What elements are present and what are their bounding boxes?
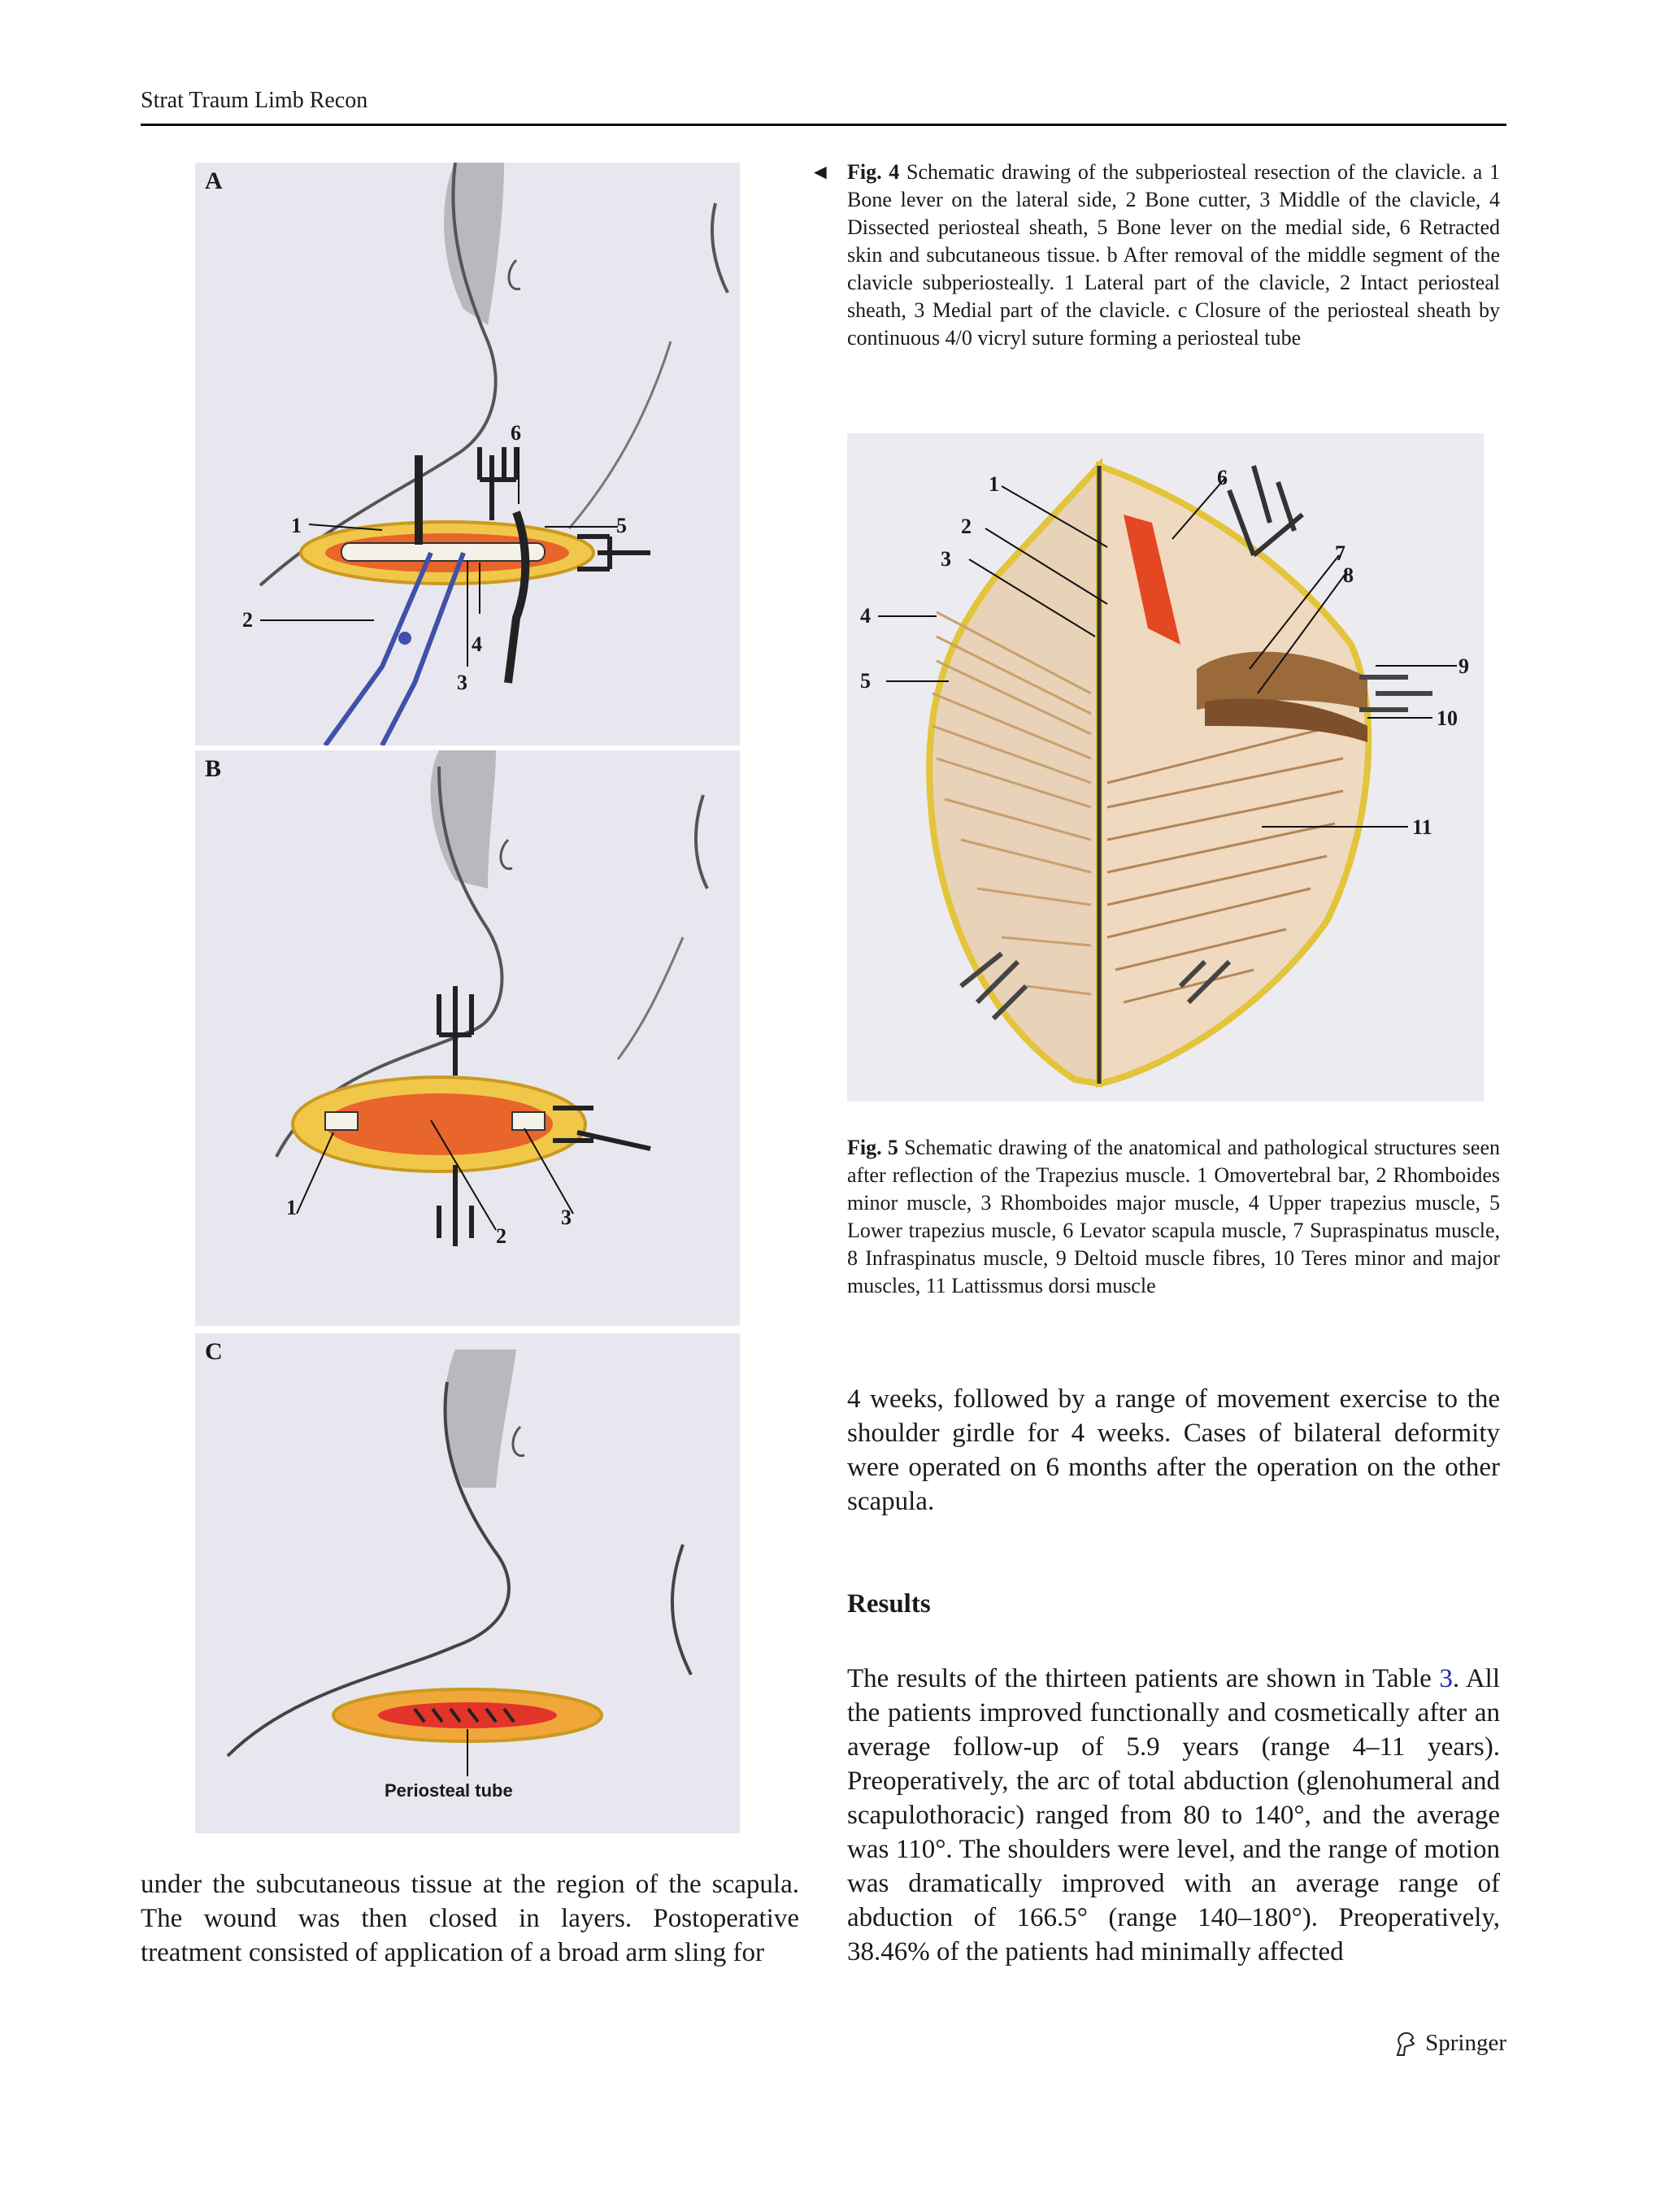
figure4-a-number-4: 4 xyxy=(472,632,482,656)
results-text-post: . All the patients improved functionally and cosmetically after an average follow-up of 5.9 years (range 4–11 years). Preoperatively, the arc of total abduction (glenohumeral and scapulothoracic) ranged from 80 to 140°, and the average was 110°. The shoulders were level, and the range of motion was dramatically improved with an average range of abduction of 166.5° (range 140–180°). Preoperatively, 38.46% of the patients had minimally affected xyxy=(847,1664,1500,1966)
figure5-number-5: 5 xyxy=(860,669,871,693)
results-text-pre: The results of the thirteen patients are shown in Table xyxy=(847,1664,1432,1693)
figure5-label: Fig. 5 xyxy=(847,1136,898,1159)
figure5-number-11: 11 xyxy=(1412,815,1432,839)
springer-horse-icon xyxy=(1393,2031,1417,2057)
periosteal-tube-label: Periosteal tube xyxy=(385,1780,513,1801)
figure4-a-number-6: 6 xyxy=(511,421,521,445)
header-rule xyxy=(141,124,1506,126)
figure4-panel-a xyxy=(195,163,740,745)
figure4-b-drawing xyxy=(195,750,740,1326)
figure5-number-4: 4 xyxy=(860,604,871,628)
results-paragraph xyxy=(847,1662,1500,1969)
figure4-b-number-1: 1 xyxy=(286,1196,297,1219)
figure5-number-2: 2 xyxy=(961,515,972,538)
figure4-b-number-2: 2 xyxy=(496,1224,506,1248)
figure5-caption-text: Schematic drawing of the anatomical and pathological structures seen after reflection of the Trapezius muscle. 1 Omovertebral bar, 2 Rhomboides minor muscle, 3 Rhomboides major muscle, 4 Upper trapezius muscle, 5 Lower trapezius muscle, 6 Levator scapula muscle, 7 Supraspinatus muscle, 8 Infraspinatus muscle, 9 Deltoid muscle fibres, 10 Teres minor and major muscles, 11 Lattissmus dorsi muscle xyxy=(847,1136,1500,1297)
figure-arrow-marker: ◄ xyxy=(810,160,831,184)
figure5-number-6: 6 xyxy=(1217,466,1228,489)
left-column-paragraph: under the subcutaneous tissue at the region of the scapula. The wound was then closed in layers. Postoperative treatment consisted of application of a broad arm sling for xyxy=(141,1870,799,1967)
figure5-number-3: 3 xyxy=(941,547,951,571)
figure4-c-drawing xyxy=(195,1333,740,1833)
figure4-caption xyxy=(810,159,1501,352)
figure5-number-9: 9 xyxy=(1459,654,1469,678)
figure4-a-number-5: 5 xyxy=(616,514,627,537)
publisher-logo xyxy=(1393,2030,1506,2057)
figure4-a-number-3: 3 xyxy=(457,671,467,694)
publisher-name: Springer xyxy=(1425,2030,1506,2056)
panel-label-a: A xyxy=(205,167,223,194)
figure4-panel-b xyxy=(195,750,740,1326)
figure4-label: Fig. 4 xyxy=(847,160,900,184)
results-heading: Results xyxy=(847,1589,931,1619)
figure5-drawing xyxy=(847,433,1484,1102)
right-column-paragraph-1: 4 weeks, followed by a range of movement exercise to the shoulder girdle for 4 weeks. Cases of bilateral deformity were operated on 6 months after the operation on the other scapula. xyxy=(847,1384,1500,1516)
panel-label-b: B xyxy=(205,755,222,782)
figure5-number-10: 10 xyxy=(1437,706,1458,730)
figure4-panel-c xyxy=(195,1333,740,1833)
figure5-image xyxy=(847,433,1484,1102)
figure4-a-drawing xyxy=(195,163,740,745)
figure4-b-number-3: 3 xyxy=(561,1206,572,1229)
figure5-number-7: 7 xyxy=(1335,541,1345,565)
figure4-caption-text: Schematic drawing of the subperiosteal resection of the clavicle. a 1 Bone lever on the lateral side, 2 Bone cutter, 3 Middle of the clavicle, 4 Dissected periosteal sheath, 5 Bone lever on the medial side, 6 Retracted skin and subcutaneous tissue. b After removal of the middle segment of the clavicle subperiosteally. 1 Lateral part of the clavicle, 2 Intact periosteal sheath, 3 Medial part of the clavicle. c Closure of the periosteal sheath by continuous 4/0 vicryl suture forming a periosteal tube xyxy=(847,160,1501,350)
figure5-number-8: 8 xyxy=(1343,563,1354,587)
panel-label-c: C xyxy=(205,1338,223,1365)
figure4-a-number-1: 1 xyxy=(291,514,302,537)
figure5-caption xyxy=(847,1134,1500,1300)
figure4-a-number-2: 2 xyxy=(242,608,253,632)
running-head: Strat Traum Limb Recon xyxy=(141,88,368,113)
figure5-number-1: 1 xyxy=(989,472,999,496)
table-3-link[interactable]: 3 xyxy=(1439,1664,1453,1693)
